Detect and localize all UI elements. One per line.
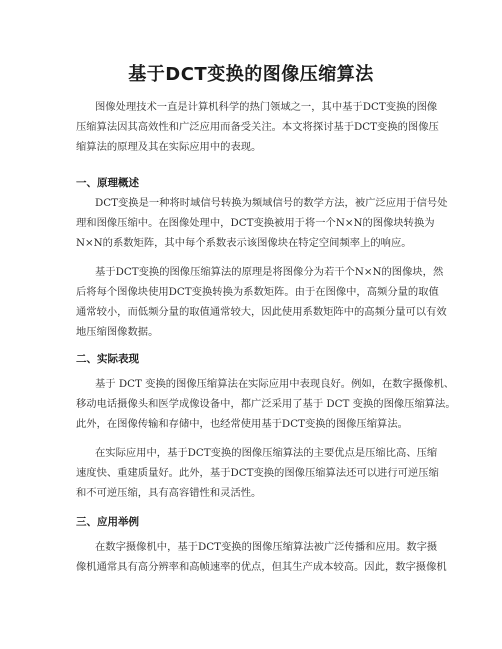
intro-line: 图像处理技术一直是计算机科学的热门领域之一，其中基于DCT变换的图像	[95, 101, 438, 113]
paragraph-line: 速度快、重建质量好。此外，基于DCT变换的图像压缩算法还可以进行可逆压缩	[76, 467, 439, 479]
paragraph-line: 和不可逆压缩，具有高容错性和灵活性。	[76, 487, 262, 499]
paragraph-line: 移动电话摄像头和医学成像设备中，都广泛采用了基于 DCT 变换的图像压缩算法。	[76, 398, 456, 410]
paragraph-line: 基于 DCT 变换的图像压缩算法在实际应用中表现良好。例如，在数字摄像机、	[95, 378, 455, 390]
intro-line: 压缩算法因其高效性和广泛应用而备受关注。本文将探讨基于DCT变换的图像压	[76, 121, 439, 133]
intro-line: 缩算法的原理及其在实际应用中的表现。	[76, 141, 262, 153]
paragraph-line: 像机通常具有高分辨率和高帧速率的优点，但其生产成本较高。因此，数字摄像机	[76, 561, 447, 573]
paragraph-line: 基于DCT变换的图像压缩算法的原理是将图像分为若干个N×N的图像块，然	[95, 266, 444, 278]
paragraph-line: 理和图像压缩中。在图像处理中，DCT变换被用于将一个N×N的图像块转换为	[76, 217, 435, 229]
paragraph-line: 通常较小，而低频分量的取值通常较大，因此使用系数矩阵中的高频分量可以有效	[76, 306, 447, 318]
paragraph-line: 在数字摄像机中，基于DCT变换的图像压缩算法被广泛传播和应用。数字摄	[95, 541, 438, 553]
paragraph-line: N×N的系数矩阵，其中每个系数表示该图像块在特定空间频率上的响应。	[76, 237, 412, 249]
section-heading: 三、应用举例	[76, 516, 139, 528]
paragraph-line: 在实际应用中，基于DCT变换的图像压缩算法的主要优点是压缩比高、压缩	[95, 447, 438, 459]
document-title: 基于DCT变换的图像压缩算法	[128, 64, 374, 85]
paragraph-line: DCT变换是一种将时域信号转换为频域信号的数学方法，被广泛应用于信号处	[95, 197, 448, 209]
section-heading: 二、实际表现	[76, 353, 139, 365]
paragraph-line: 地压缩图像数据。	[76, 326, 159, 338]
section-heading: 一、原理概述	[76, 177, 139, 189]
paragraph-line: 此外，在图像传输和存储中，也经常使用基于DCT变换的图像压缩算法。	[76, 418, 408, 430]
paragraph-line: 后将每个图像块使用DCT变换转换为系数矩阵。由于在图像中，高频分量的取值	[76, 286, 439, 298]
